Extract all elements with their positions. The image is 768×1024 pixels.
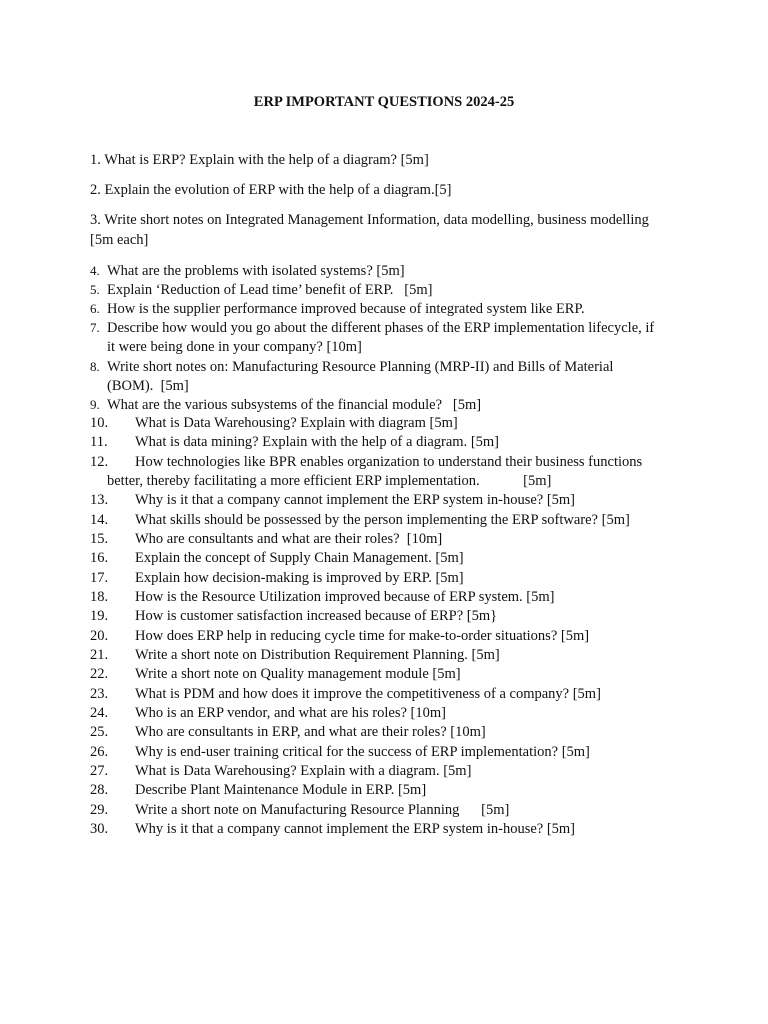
item-text: What is Data Warehousing? Explain with diagram [5m] [135, 415, 458, 431]
item-number: 23. [90, 686, 109, 702]
list-item [90, 704, 690, 723]
item-text: How technologies like BPR enables organization to understand their business functions [135, 454, 643, 470]
item-text: Write a short note on Manufacturing Resource Planning [5m] [135, 802, 510, 818]
item-number: 12. [90, 454, 109, 470]
question-3-line2: [5m each] [90, 231, 149, 248]
item-number: 25. [90, 724, 109, 740]
item-text: How is customer satisfaction increased because of ERP? [5m} [135, 608, 498, 624]
list-item [90, 433, 690, 452]
item-text: What are the problems with isolated systems? [5m] [107, 263, 405, 279]
item-text: Write a short note on Distribution Requirement Planning. [5m] [135, 647, 500, 663]
item-text: Why is end-user training critical for the success of ERP implementation? [5m] [135, 744, 590, 760]
item-number: 10. [90, 415, 109, 431]
item-number: 9. [90, 397, 100, 412]
item-number: 28. [90, 782, 109, 798]
item-number: 29. [90, 802, 109, 818]
list-item [90, 569, 690, 588]
item-number: 19. [90, 608, 109, 624]
item-number: 24. [90, 705, 109, 721]
item-text: How is the Resource Utilization improved because of ERP system. [5m] [135, 589, 555, 605]
list-item [90, 801, 690, 820]
list-item [90, 318, 690, 358]
item-number: 30. [90, 821, 109, 837]
list-item [90, 299, 690, 319]
item-number: 8. [90, 359, 100, 374]
item-text: How is the supplier performance improved because of integrated system like ERP. [107, 301, 585, 317]
page-title: ERP IMPORTANT QUESTIONS 2024-25 [253, 94, 515, 110]
item-number: 20. [90, 628, 109, 644]
item-number: 6. [90, 301, 100, 316]
item-number: 18. [90, 589, 109, 605]
item-text: Who are consultants and what are their roles? [10m] [135, 531, 443, 547]
item-text: Who is an ERP vendor, and what are his roles? [10m] [135, 705, 446, 721]
item-text: What is PDM and how does it improve the competitiveness of a company? [5m] [135, 686, 601, 702]
item-text: Explain the concept of Supply Chain Management. [5m] [135, 550, 464, 566]
item-text: What skills should be possessed by the person implementing the ERP software? [5m] [135, 512, 630, 528]
item-text: Who are consultants in ERP, and what are their roles? [10m] [135, 724, 486, 740]
item-text: Why is it that a company cannot implement the ERP system in-house? [5m] [135, 821, 576, 837]
item-text: Describe Plant Maintenance Module in ERP. [5m] [135, 782, 427, 798]
item-number: 13. [90, 492, 109, 508]
item-text: What are the various subsystems of the financial module? [5m] [107, 397, 482, 413]
list-item [90, 395, 690, 415]
item-text: Write short notes on: Manufacturing Resource Planning (MRP-II) and Bills of Material [107, 359, 614, 375]
item-number: 17. [90, 570, 109, 586]
item-text-continued: (BOM). [5m] [107, 378, 189, 395]
item-text: What is Data Warehousing? Explain with a diagram. [5m] [135, 763, 472, 779]
item-text: How does ERP help in reducing cycle time for make-to-order situations? [5m] [135, 628, 590, 644]
list-item [90, 723, 690, 742]
list-item [90, 261, 690, 281]
item-number: 22. [90, 666, 109, 682]
question-3-line1: 3. Write short notes on Integrated Management Information, data modelling, business modelling [90, 212, 649, 228]
item-number: 16. [90, 550, 109, 566]
item-text: Why is it that a company cannot implement the ERP system in-house? [5m] [135, 492, 576, 508]
question-3 [90, 211, 690, 250]
list-item [90, 743, 690, 762]
item-text-continued: better, thereby facilitating a more efficient ERP implementation. [5m] [107, 473, 552, 490]
list-item [90, 762, 690, 781]
item-text: What is data mining? Explain with the help of a diagram. [5m] [135, 434, 500, 450]
item-number: 27. [90, 763, 109, 779]
item-text-continued: it were being done in your company? [10m] [107, 339, 362, 356]
item-number: 5. [90, 282, 100, 297]
list-item [90, 820, 690, 839]
list-item [90, 646, 690, 665]
list-item [90, 280, 690, 300]
list-item [90, 665, 690, 684]
list-item [90, 607, 690, 626]
item-text: Explain ‘Reduction of Lead time’ benefit of ERP. [5m] [107, 282, 433, 298]
item-number: 21. [90, 647, 109, 663]
list-item [90, 549, 690, 568]
item-number: 14. [90, 512, 109, 528]
item-text: Explain how decision-making is improved by ERP. [5m] [135, 570, 464, 586]
question-2: 2. Explain the evolution of ERP with the help of a diagram.[5] [90, 182, 452, 198]
item-text: Describe how would you go about the different phases of the ERP implementation lifecycle, if [107, 320, 655, 336]
list-item [90, 414, 690, 433]
item-text: Write a short note on Quality management module [5m] [135, 666, 461, 682]
list-item [90, 453, 690, 492]
list-item [90, 627, 690, 646]
list-item [90, 685, 690, 704]
item-number: 11. [90, 434, 108, 450]
item-number: 4. [90, 263, 100, 278]
list-item [90, 491, 690, 510]
list-item [90, 588, 690, 607]
item-number: 26. [90, 744, 109, 760]
question-1: 1. What is ERP? Explain with the help of a diagram? [5m] [90, 152, 429, 168]
list-item [90, 511, 690, 530]
list-item [90, 357, 690, 397]
item-number: 15. [90, 531, 109, 547]
item-number: 7. [90, 320, 100, 335]
list-item [90, 781, 690, 800]
list-item [90, 530, 690, 549]
